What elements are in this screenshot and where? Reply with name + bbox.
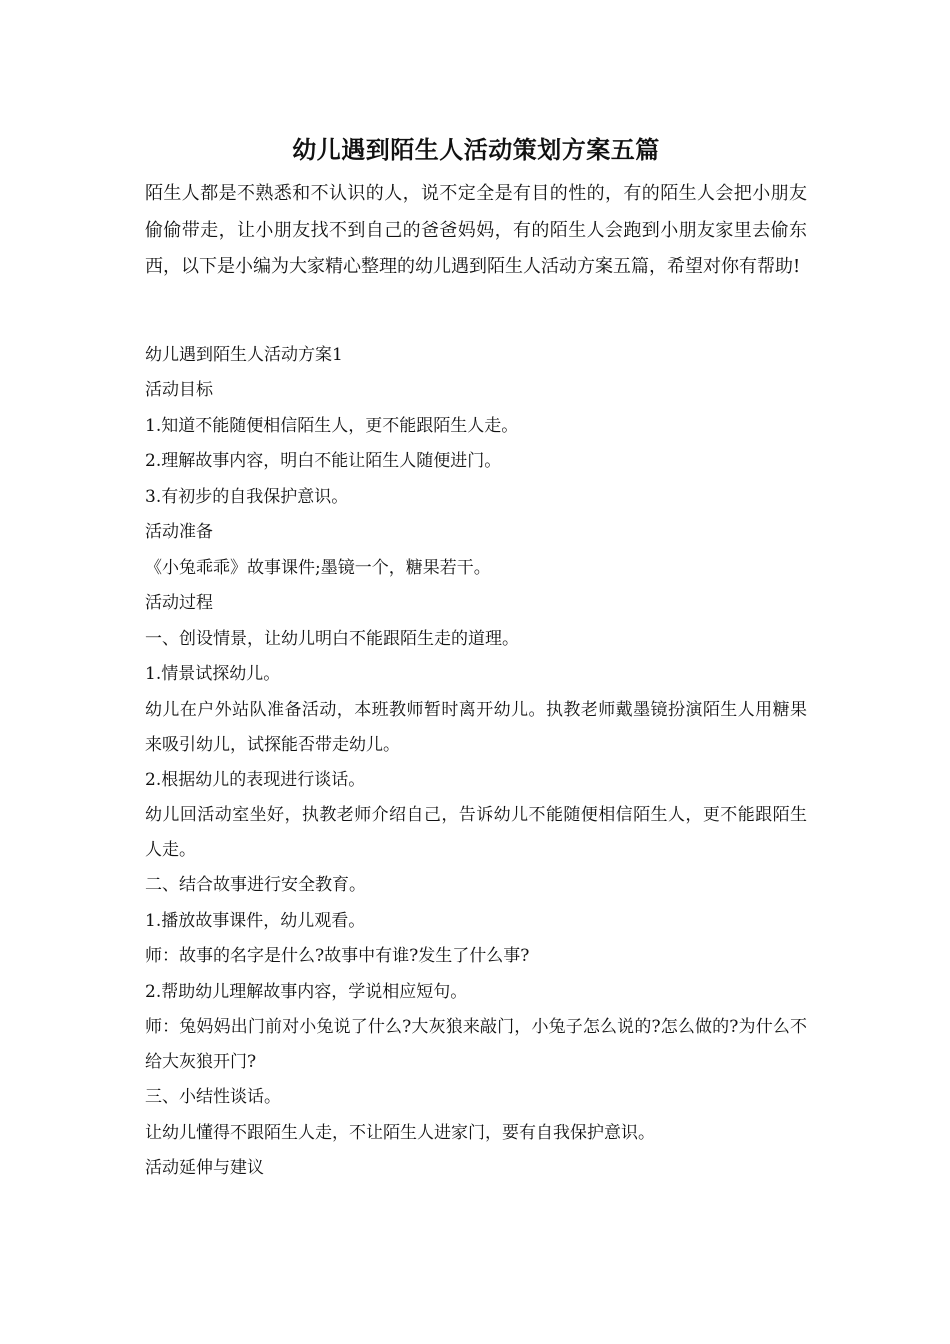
process-item: 2.帮助幼儿理解故事内容，学说相应短句。 xyxy=(145,981,468,1002)
subheading-preparation: 活动准备 xyxy=(145,522,213,542)
document-title: 幼儿遇到陌生人活动策划方案五篇 xyxy=(292,135,660,164)
paragraph-spacer xyxy=(145,286,807,338)
process-item: 1.情景试探幼儿。 xyxy=(145,664,281,684)
process-step-heading: 一、创设情景，让幼儿明白不能跟陌生走的道理。 xyxy=(145,628,519,649)
subheading-goals: 活动目标 xyxy=(145,380,213,400)
teacher-question: 师：兔妈妈出门前对小兔说了什么?大灰狼来敲门，小兔子怎么说的?怎么做的?为什么不给大灰狼开门? xyxy=(145,1017,807,1072)
subheading-extension: 活动延伸与建议 xyxy=(145,1158,264,1178)
process-item: 2.根据幼儿的表现进行谈话。 xyxy=(145,769,366,790)
process-step-heading: 三、小结性谈话。 xyxy=(145,1087,281,1107)
process-paragraph: 幼儿回活动室坐好，执教老师介绍自己，告诉幼儿不能随便相信陌生人，更不能跟陌生人走。 xyxy=(145,805,807,860)
goal-item: 2.理解故事内容，明白不能让陌生人随便进门。 xyxy=(145,451,502,471)
intro-paragraph: 陌生人都是不熟悉和不认识的人，说不定全是有目的性的，有的陌生人会把小朋友偷偷带走，让小朋友找不到自己的爸爸妈妈，有的陌生人会跑到小朋友家里去偷东西，以下是小编为大家精心整理的幼儿遇到陌生人活动方案五篇，希望对你有帮助! xyxy=(145,183,807,277)
goal-item: 3.有初步的自我保护意识。 xyxy=(145,486,349,507)
teacher-question: 师：故事的名字是什么?故事中有谁?发生了什么事? xyxy=(145,946,530,966)
process-step-heading: 二、结合故事进行安全教育。 xyxy=(145,875,366,895)
document-page xyxy=(145,130,807,1187)
preparation-text: 《小兔乖乖》故事课件;墨镜一个，糖果若干。 xyxy=(145,557,491,578)
summary-text: 让幼儿懂得不跟陌生人走，不让陌生人进家门，要有自我保护意识。 xyxy=(145,1122,655,1143)
process-paragraph: 幼儿在户外站队准备活动，本班教师暂时离开幼儿。执教老师戴墨镜扮演陌生人用糖果来吸引幼儿，试探能否带走幼儿。 xyxy=(145,699,807,755)
goal-item: 1.知道不能随便相信陌生人，更不能跟陌生人走。 xyxy=(145,415,519,436)
subheading-process: 活动过程 xyxy=(145,593,213,613)
section-heading: 幼儿遇到陌生人活动方案1 xyxy=(145,344,343,365)
process-item: 1.播放故事课件，幼儿观看。 xyxy=(145,910,366,931)
